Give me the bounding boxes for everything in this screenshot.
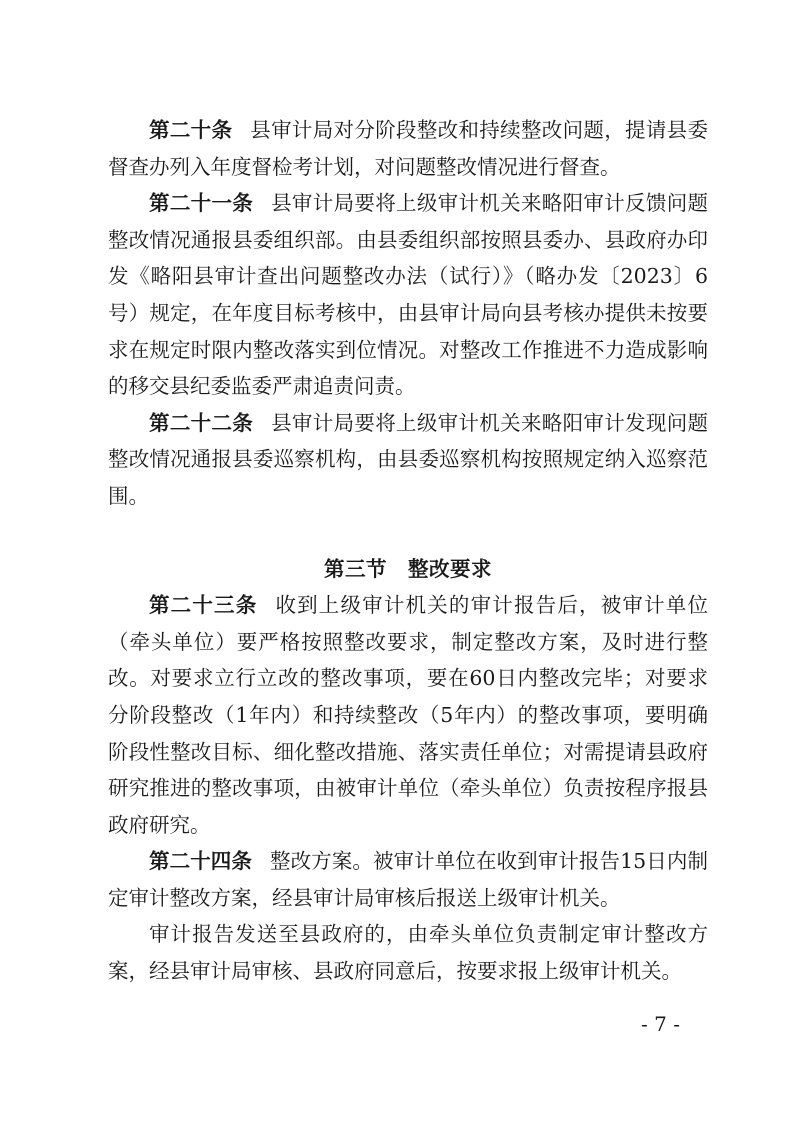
article-20-text: 县审计局对分阶段整改和持续整改问题，提请县委督查办列入年度督检考计划，对问题整改情况进行督查。: [108, 118, 708, 179]
article-22: [108, 405, 708, 515]
document-body: [108, 112, 708, 990]
article-20: [108, 112, 708, 185]
page-number: - 7 -: [641, 1012, 680, 1036]
article-23: [108, 587, 708, 843]
section-title: 第三节 整改要求: [324, 556, 492, 581]
article-24: [108, 843, 708, 916]
article-21: [108, 185, 708, 405]
article-24-label: 第二十四条: [149, 849, 252, 874]
article-21-text: 县审计局要将上级审计机关来略阳审计反馈问题整改情况通报县委组织部。由县委组织部按照县委办、县政府办印发《略阳县审计查出问题整改办法（试行）》（略办发〔2023〕6号）规定，在年度目标考核中，由县审计局向县考核办提供未按要求在规定时限内整改落实到位情况。对整改工作推进不力造成影响的移交县纪委监委严肃追责问责。: [108, 191, 709, 399]
article-24-text: 整改方案。被审计单位在收到审计报告15日内制定审计整改方案，经县审计局审核后报送上级审计机关。: [108, 849, 708, 910]
article-23-label: 第二十三条: [149, 593, 258, 618]
paragraph-report-to-government: 审计报告发送至县政府的，由牵头单位负责制定审计整改方案，经县审计局审核、县政府同意后，按要求报上级审计机关。: [108, 922, 708, 984]
article-20-label: 第二十条: [149, 118, 233, 142]
article-23-text: 收到上级审计机关的审计报告后，被审计单位（牵头单位）要严格按照整改要求，制定整改方案，及时进行整改。对要求立行立改的整改事项，要在60日内整改完毕；对要求分阶段整改（1年内）和持续整改（5年内）的整改事项，要明确阶段性整改目标、细化整改措施、落实责任单位；对需提请县政府研究推进的整改事项，由被审计单位（牵头单位）负责按程序报县政府研究。: [108, 593, 708, 837]
article-22-text: 县审计局要将上级审计机关来略阳审计发现问题整改情况通报县委巡察机构，由县委巡察机构按照规定纳入巡察范围。: [108, 410, 709, 508]
article-21-label: 第二十一条: [149, 191, 254, 216]
article-22-label: 第二十二条: [149, 410, 254, 435]
